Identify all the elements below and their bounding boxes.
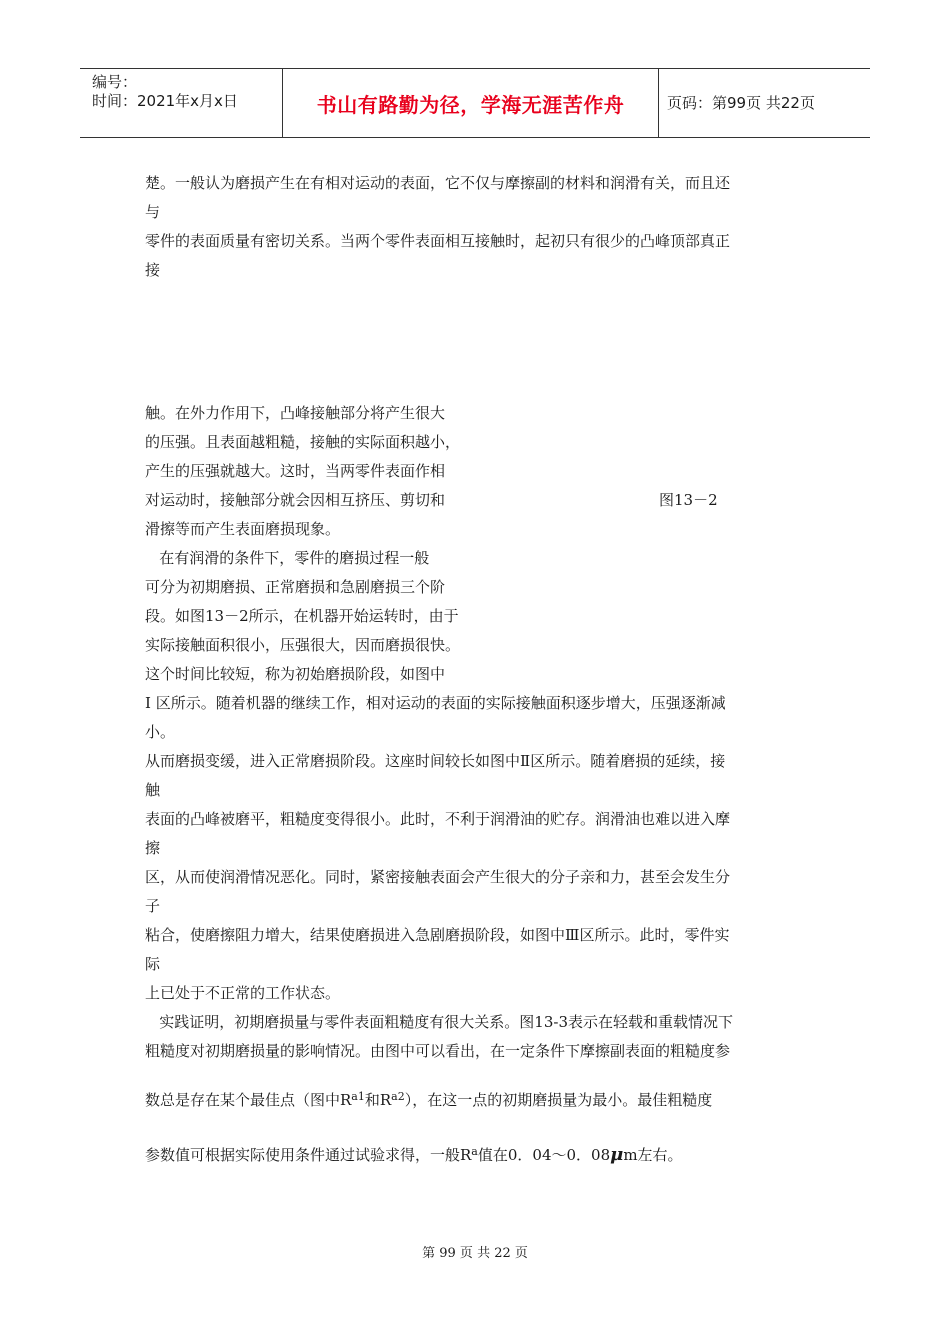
- text-line: 粘合，使磨擦阻力增大，结果使磨损进入急剧磨损阶段，如图中Ⅲ区所示。此时，零件实: [145, 926, 730, 944]
- ra-subscript-2: a2: [391, 1090, 405, 1103]
- text-line: 这个时间比较短，称为初始磨损阶段，如图中: [145, 665, 446, 683]
- ra-subscript: a: [471, 1145, 478, 1158]
- ra-text-c: ），在这一点的初期磨损量为最小。最佳粗糙度: [404, 1091, 713, 1109]
- mu-symbol: μ: [610, 1144, 624, 1165]
- ra-text-b: 和R: [364, 1091, 392, 1109]
- text-line: 可分为初期磨损、正常磨损和急剧磨损三个阶: [145, 578, 446, 596]
- text-line: 与: [145, 203, 161, 221]
- text-line: 表面的凸峰被磨平，粗糙度变得很小。此时，不利于润滑油的贮存。润滑油也难以进入摩: [145, 810, 731, 828]
- text-line: 实际接触面积很小，压强很大，因而磨损很快。: [145, 636, 461, 654]
- text-line: 上已处于不正常的工作状态。: [145, 984, 341, 1002]
- text-line: 段。如图13－2所示，在机器开始运转时，由于: [145, 607, 459, 625]
- text-line: 擦: [145, 839, 161, 857]
- text-line: 际: [145, 955, 161, 973]
- text-line: 对运动时，接触部分就会因相互挤压、剪切和: [145, 491, 446, 509]
- last-text-a: 参数值可根据实际使用条件通过试验求得，一般R: [145, 1146, 472, 1164]
- text-line: 子: [145, 897, 161, 915]
- text-line: 从而磨损变缓，进入正常磨损阶段。这座时间较长如图中Ⅱ区所示。随着磨损的延续，接: [145, 752, 726, 770]
- text-line: Ⅰ 区所示。随着机器的继续工作，相对运动的表面的实际接触面积逐步增大，压强逐渐减: [145, 694, 726, 712]
- page-info: 页码：第99页 共22页: [667, 94, 815, 112]
- last-text-c: m左右。: [623, 1146, 683, 1164]
- figure-caption: 图13－2: [659, 491, 718, 509]
- text-line-ra: [145, 1087, 712, 1110]
- text-line: 触。在外力作用下，凸峰接触部分将产生很大: [145, 404, 446, 422]
- header-motto-cell: [283, 69, 659, 137]
- text-line: 粗糙度对初期磨损量的影响情况。由图中可以看出，在一定条件下摩擦副表面的粗糙度参: [145, 1042, 731, 1060]
- code-label: 编号：: [92, 73, 138, 91]
- text-line: 小。: [145, 723, 176, 741]
- text-line: 在有润滑的条件下，零件的磨损过程一般: [145, 549, 430, 567]
- text-line: 楚。一般认为磨损产生在有相对运动的表面，它不仅与摩擦副的材料和润滑有关，而且还: [145, 174, 731, 192]
- header-meta-cell: [80, 69, 283, 137]
- header-page-cell: [659, 69, 870, 137]
- text-line-last: [145, 1142, 683, 1165]
- text-line: 接: [145, 261, 161, 279]
- text-line: 的压强。且表面越粗糙，接触的实际面积越小，: [145, 433, 461, 451]
- last-text-b: 值在0．04～0．08: [477, 1146, 611, 1164]
- text-line: 滑擦等而产生表面磨损现象。: [145, 520, 341, 538]
- text-line: 触: [145, 781, 161, 799]
- page-header: [80, 68, 870, 138]
- text-line: 零件的表面质量有密切关系。当两个零件表面相互接触时，起初只有很少的凸峰顶部真正: [145, 232, 731, 250]
- ra-subscript-1: a1: [351, 1090, 365, 1103]
- page-footer: 第 99 页 共 22 页: [422, 1246, 528, 1261]
- text-line: 实践证明，初期磨损量与零件表面粗糙度有很大关系。图13-3表示在轻载和重载情况下: [145, 1013, 734, 1031]
- text-line: 产生的压强就越大。这时，当两零件表面作相: [145, 462, 446, 480]
- time-label: 时间：2021年x月x日: [92, 92, 238, 110]
- motto: 书山有路勤为径，学海无涯苦作舟: [316, 93, 625, 117]
- text-line: 区，从而使润滑情况恶化。同时，紧密接触表面会产生很大的分子亲和力，甚至会发生分: [145, 868, 731, 886]
- ra-text-a: 数总是存在某个最佳点（图中R: [145, 1091, 352, 1109]
